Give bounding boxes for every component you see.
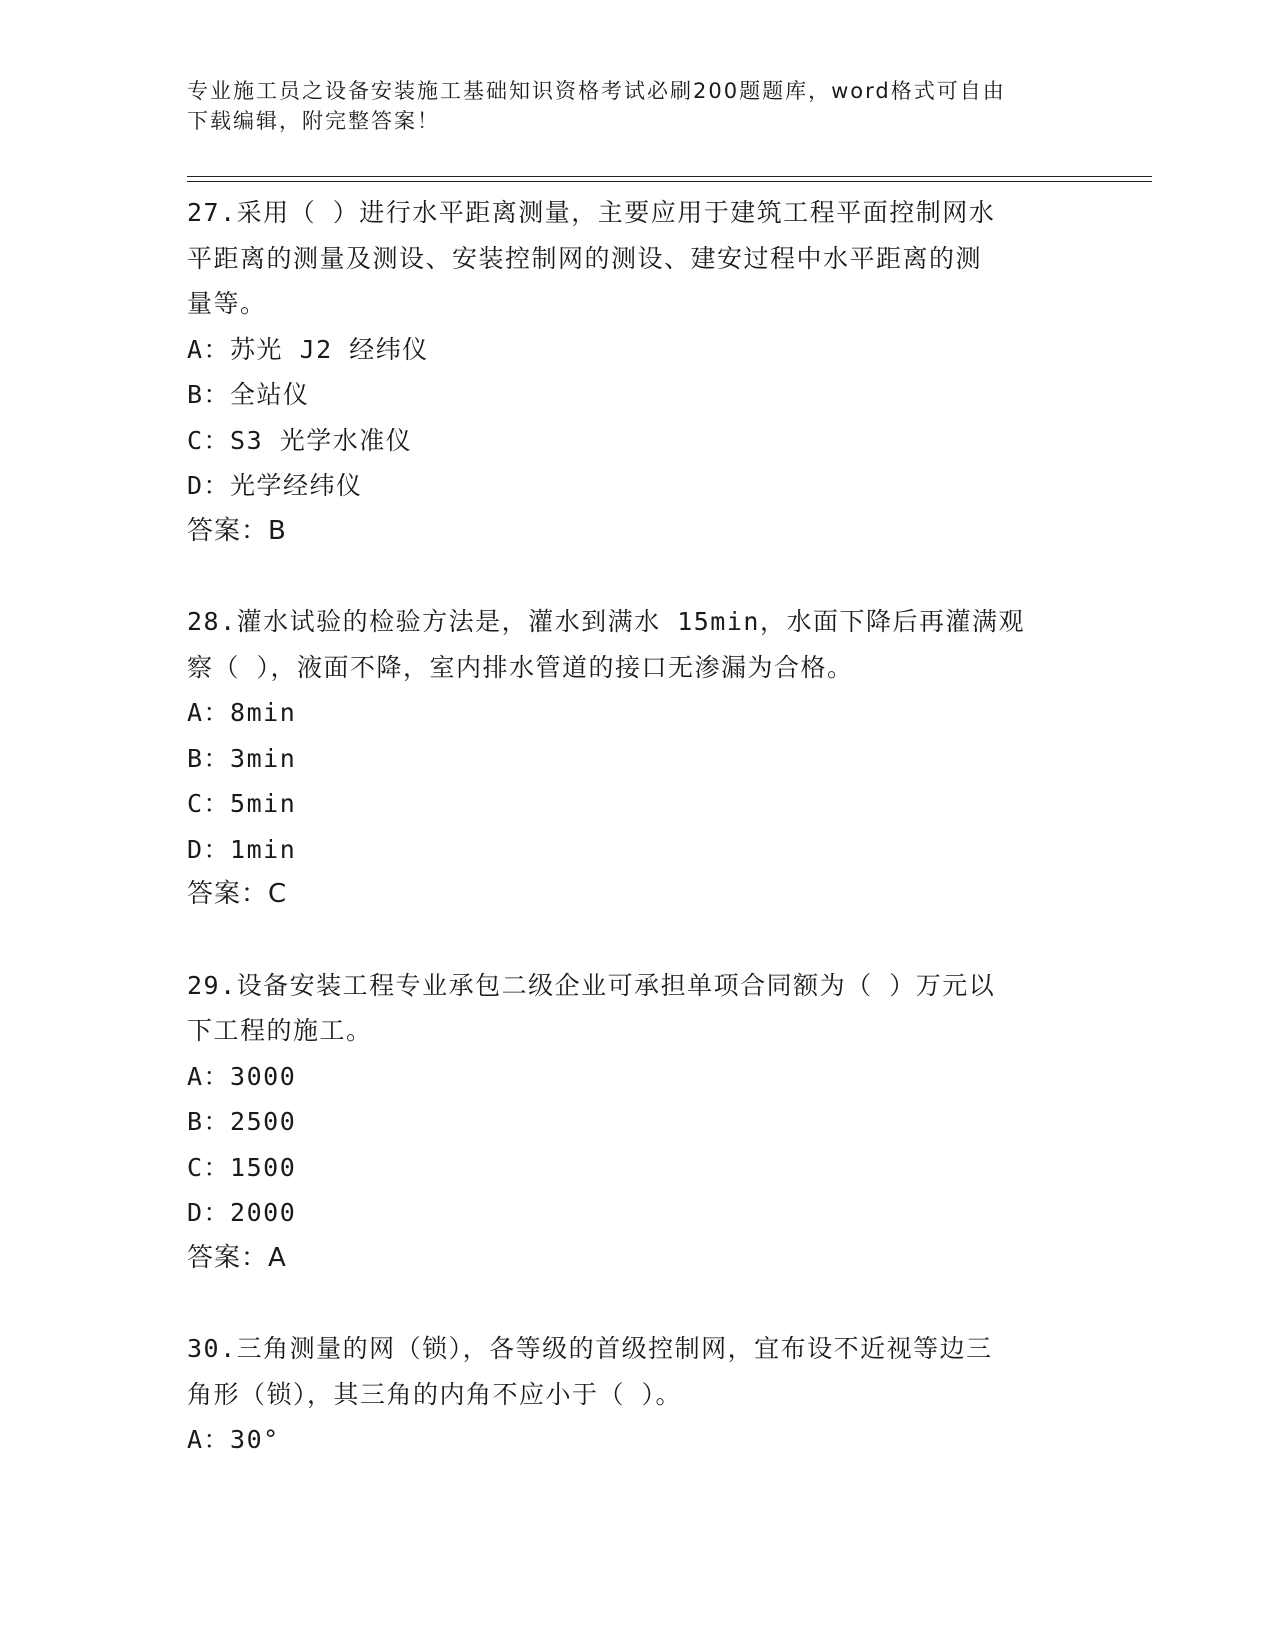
header-divider-bottom — [187, 181, 1152, 182]
option-b: B：3min — [187, 743, 297, 773]
question-spacer — [187, 554, 1087, 599]
option-a: A：30° — [187, 1425, 280, 1454]
option-d: D：光学经纬仪 — [187, 471, 363, 500]
question-text-line: 察（ ），液面不降，室内排水管道的接口无渗漏为合格。 — [187, 652, 854, 682]
header-divider-top — [187, 176, 1152, 177]
option-a: A：苏光 J2 经纬仪 — [187, 334, 429, 364]
question-list — [187, 190, 1087, 1463]
question-28 — [187, 599, 1087, 918]
option-b: B：2500 — [187, 1107, 297, 1136]
question-29 — [187, 963, 1087, 1282]
option-c: C：5min — [187, 789, 297, 818]
option-d: D：2000 — [187, 1198, 297, 1227]
option-c: C：1500 — [187, 1152, 297, 1182]
question-spacer — [187, 918, 1087, 963]
document-header — [187, 76, 1067, 136]
option-d: D：1min — [187, 834, 297, 864]
option-a: A：3000 — [187, 1061, 297, 1091]
question-text-line: 平距离的测量及测设、安装控制网的测设、建安过程中水平距离的测 — [187, 243, 983, 273]
question-text-line: 下工程的施工。 — [187, 1016, 373, 1045]
question-text-line: 角形（锁），其三角的内角不应小于（ ）。 — [187, 1379, 683, 1409]
answer: 答案：A — [187, 1242, 287, 1273]
answer: 答案：B — [187, 515, 287, 546]
question-text-line: 28.灌水试验的检验方法是，灌水到满水 15min，水面下降后再灌满观 — [187, 607, 1025, 636]
option-a: A：8min — [187, 698, 297, 727]
question-text-line: 30.三角测量的网（锁），各等级的首级控制网，宜布设不近视等边三 — [187, 1334, 993, 1363]
header-line-2: 下载编辑，附完整答案！ — [187, 109, 440, 133]
question-spacer — [187, 1281, 1087, 1326]
question-27 — [187, 190, 1087, 554]
header-line-1: 专业施工员之设备安装施工基础知识资格考试必刷200题题库，word格式可自由 — [187, 79, 1006, 103]
option-c: C：S3 光学水准仪 — [187, 425, 413, 455]
question-text-line: 27.采用（ ）进行水平距离测量，主要应用于建筑工程平面控制网水 — [187, 198, 996, 227]
answer: 答案：C — [187, 879, 288, 909]
question-text-line: 29.设备安装工程专业承包二级企业可承担单项合同额为（ ）万元以 — [187, 970, 996, 1000]
question-30 — [187, 1326, 1087, 1463]
question-text-line: 量等。 — [187, 289, 267, 318]
option-b: B：全站仪 — [187, 380, 310, 409]
